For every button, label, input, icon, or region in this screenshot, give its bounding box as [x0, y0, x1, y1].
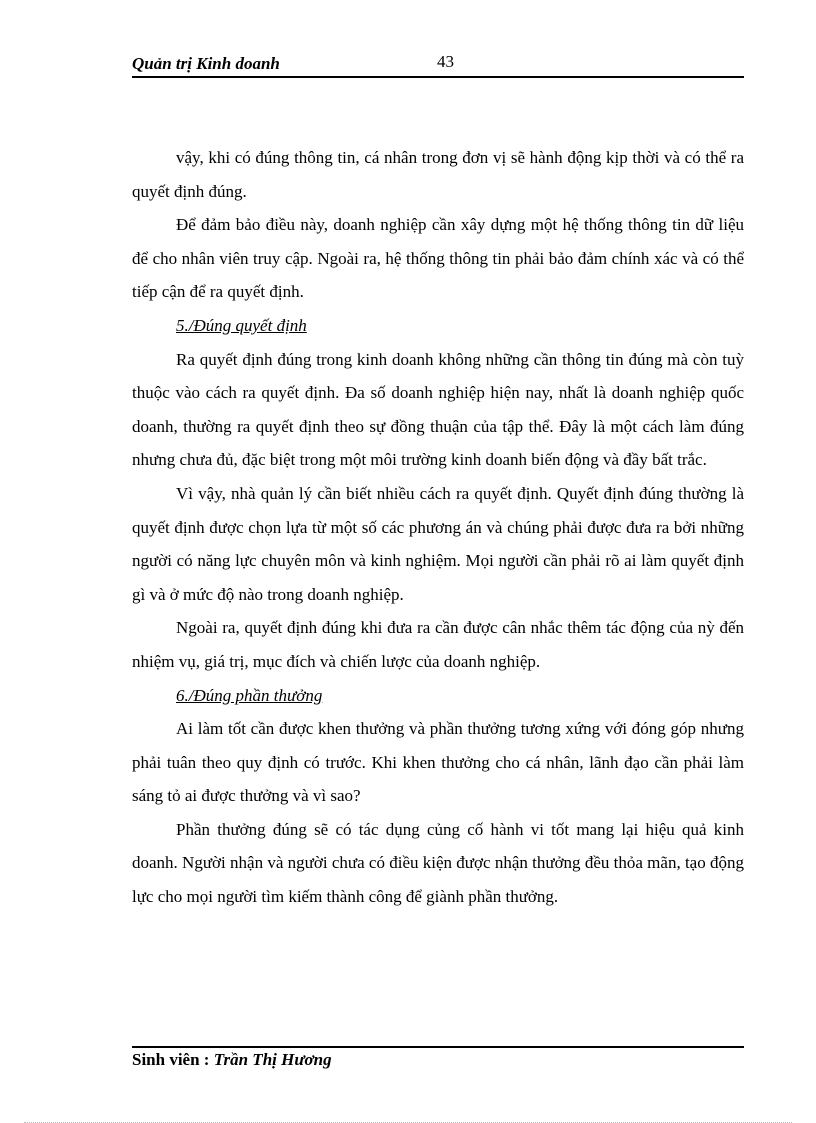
page-footer: [132, 1050, 332, 1070]
header-title: Quản trị Kinh doanh: [132, 54, 280, 73]
paragraph-6: Ai làm tốt cần được khen thưởng và phần thưởng tương xứng với đóng góp nhưng phải tuân theo quy định có trước. Khi khen thưởng cho cá nhân, lãnh đạo cần phải làm sáng tỏ ai được thưởng và vì sao?: [132, 719, 744, 806]
paragraph-3: Ra quyết định đúng trong kinh doanh không những cần thông tin đúng mà còn tuỳ thuộc vào cách ra quyết định. Đa số doanh nghiệp hiện nay, nhất là doanh nghiệp quốc doanh, thường ra quyết định theo sự đồng thuận của tập thể. Đây là một cách làm đúng nhưng chưa đủ, đặc biệt trong một môi trường kinh doanh biến động và đầy bất trắc.: [132, 349, 744, 470]
paragraph-7: Phần thưởng đúng sẽ có tác dụng củng cố hành vi tốt mang lại hiệu quả kinh doanh. Người nhận và người chưa có điều kiện được nhận thưởng đều thỏa mãn, tạo động lực cho mọi người tìm kiếm thành công để giành phần thưởng.: [132, 819, 744, 907]
page-number: 43: [437, 52, 454, 71]
section-heading-6: 6./Đúng phần thưởng: [176, 685, 323, 705]
section-heading-5: 5./Đúng quyết định: [176, 315, 307, 335]
footer-label: Sinh viên :: [132, 1050, 210, 1069]
page-header: [132, 52, 744, 76]
header-rule: [132, 76, 744, 78]
footer-rule: [132, 1046, 744, 1048]
paragraph-2: Để đảm bảo điều này, doanh nghiệp cần xây dựng một hệ thống thông tin dữ liệu để cho nhân viên truy cập. Ngoài ra, hệ thống thông tin phải bảo đảm chính xác và có thể tiếp cận để ra quyết định.: [132, 215, 744, 302]
paragraph-4: Vì vậy, nhà quản lý cần biết nhiều cách ra quyết định. Quyết định đúng thường là quyết định được chọn lựa từ một số các phương án và chúng phải được đưa ra bởi những người có năng lực chuyên môn và kinh nghiệm. Mọi người cần phải rõ ai làm quyết định gì và ở mức độ nào trong doanh nghiệp.: [132, 483, 744, 604]
student-name: Trần Thị Hương: [213, 1050, 332, 1069]
page-body: [132, 141, 744, 914]
paragraph-1: vậy, khi có đúng thông tin, cá nhân trong đơn vị sẽ hành động kịp thời và có thể ra quyết định đúng.: [132, 148, 744, 201]
paragraph-5: Ngoài ra, quyết định đúng khi đưa ra cần được cân nhắc thêm tác động của nỳ đến nhiệm vụ, giá trị, mục đích và chiến lược của doanh nghiệp.: [132, 618, 744, 671]
